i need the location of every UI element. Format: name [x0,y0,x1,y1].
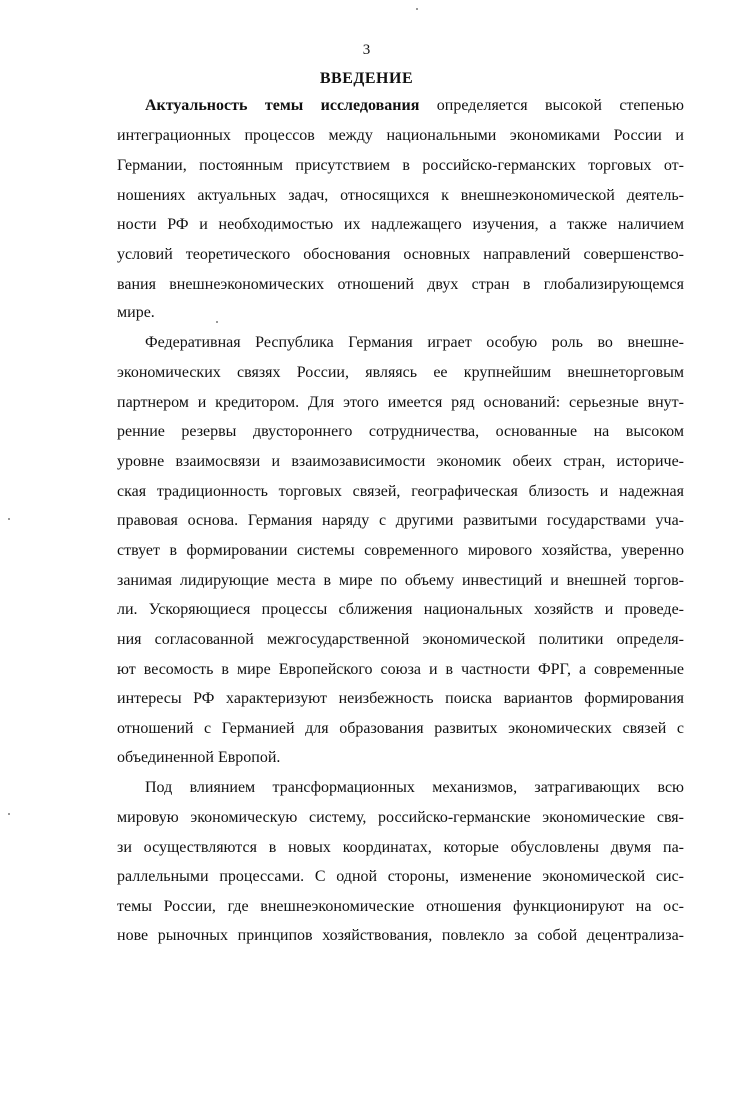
paragraph-2-line: занимая лидирующие места в мире по объему инвестиций и внешней торгов- [117,572,684,589]
section-title: ВВЕДЕНИЕ [319,70,414,87]
paragraph-1-line: условий теоретического обоснования основных направлений совершенство- [117,246,684,263]
paragraph-1-line: Германии, постоянным присутствием в российско-германских торговых от- [117,157,684,174]
paragraph-2-line: интересы РФ характеризуют неизбежность поиска вариантов формирования [117,690,684,707]
paragraph-2-line: правовая основа. Германия наряду с другими развитыми государствами уча- [117,512,684,529]
paragraph-2-line: ли. Ускоряющиеся процессы сближения национальных хозяйств и проведе- [117,601,684,618]
paragraph-3-line: темы России, где внешнеэкономические отношения функционируют на ос- [117,898,684,915]
paragraph-1-line: ности РФ и необходимостью их надлежащего изучения, а также наличием [117,216,684,233]
paragraph-2-line: ния согласованной межгосударственной экономической политики определя- [117,631,684,648]
scan-speck [416,8,418,10]
paragraph-2-line: ская традиционность торговых связей, географическая близость и надежная [117,483,684,500]
scan-speck [216,321,218,323]
paragraph-2-line: ствует в формировании системы современного мирового хозяйства, уверенно [117,542,684,559]
paragraph-3-line: раллельными процессами. С одной стороны, изменение экономической сис- [117,868,684,885]
paragraph-2-line: экономических связях России, являясь ее крупнейшим внешнеторговым [117,364,684,381]
paragraph-3-line: зи осуществляются в новых координатах, которые обусловлены двумя па- [117,839,684,856]
paragraph-2-line: Федеративная Республика Германия играет особую роль во внешне- [145,334,684,351]
paragraph-1-line: ношениях актуальных задач, относящихся к внешнеэкономической деятель- [117,187,684,204]
paragraph-2-line: уровне взаимосвязи и взаимозависимости экономик обеих стран, историче- [117,453,684,470]
paragraph-2-line: отношений с Германией для образования развитых экономических связей с [117,720,684,737]
paragraph-3-line: мировую экономическую систему, российско-германские экономические свя- [117,809,684,826]
paragraph-1-line: интеграционных процессов между национальными экономиками России и [117,127,684,144]
paragraph-2-line: объединенной Европой. [117,749,281,766]
paragraph-3-line: нове рыночных принципов хозяйствования, повлекло за собой децентрализа- [117,927,684,944]
paragraph-2-line: ют весомость в мире Европейского союза и в частности ФРГ, а современные [117,661,684,678]
paragraph-1-line: Актуальность темы исследования определяется высокой степенью [145,97,684,114]
page-number: 3 [362,42,371,58]
scan-speck [8,813,10,815]
paragraph-2-line: партнером и кредитором. Для этого имеется ряд оснований: серьезные внут- [117,394,684,411]
paragraph-1-line: вания внешнеэкономических отношений двух стран в глобализирующемся [117,276,684,293]
scan-speck [8,518,10,520]
bold-lead: Актуальность темы исследования [145,97,420,114]
paragraph-1-line: мире. [117,304,155,321]
paragraph-2-line: ренние резервы двустороннего сотрудничества, основанные на высоком [117,423,684,440]
paragraph-3-line: Под влиянием трансформационных механизмов, затрагивающих всю [145,779,684,796]
